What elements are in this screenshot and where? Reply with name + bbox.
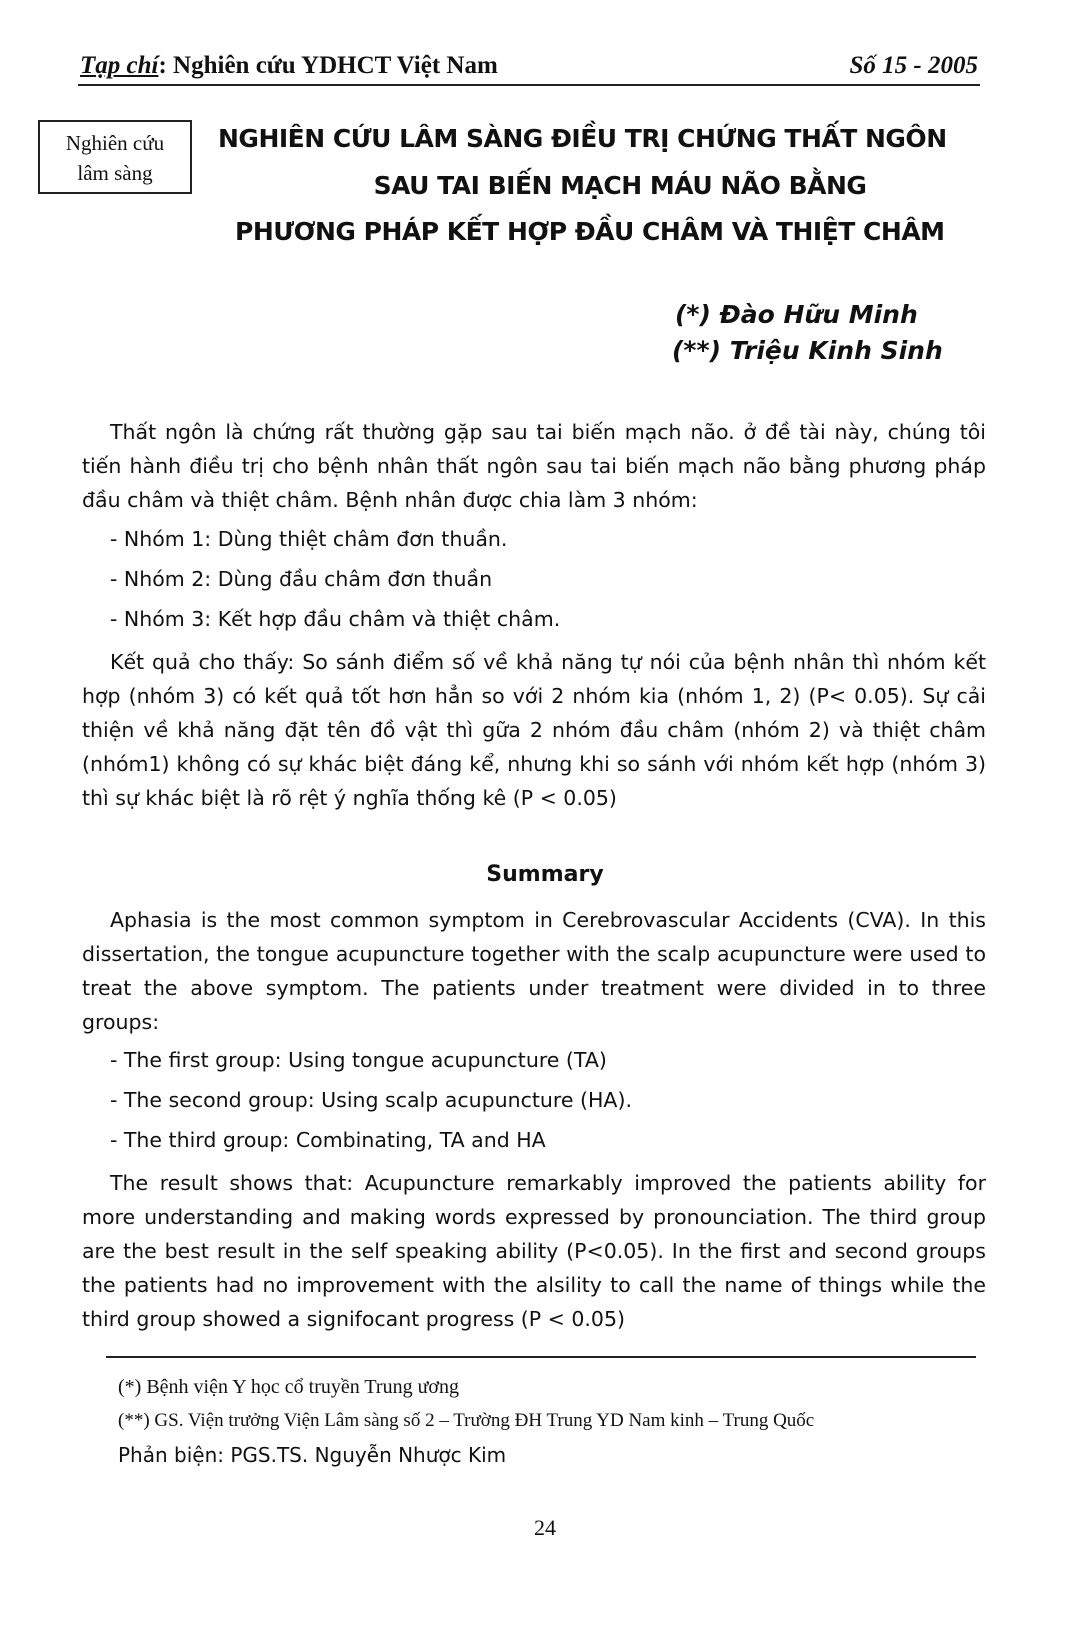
section-label-line2: lâm sàng xyxy=(77,161,153,185)
abstract-vi-intro: Thất ngôn là chứng rất thường gặp sau tai biến mạch não. ở đề tài này, chúng tôi tiến hành điều trị cho bệnh nhân thất ngôn sau tai biến mạch não bằng phương pháp đầu châm và thiệt châm. Bệnh nhân được chia làm 3 nhóm: xyxy=(82,420,986,512)
journal-title xyxy=(80,52,498,80)
abstract-vi-group-3: - Nhóm 3: Kết hợp đầu châm và thiệt châm. xyxy=(110,607,561,631)
title-line-3: PHƯƠNG PHÁP KẾT HỢP ĐẦU CHÂM VÀ THIỆT CHÂM xyxy=(235,217,945,246)
title-line-2: SAU TAI BIẾN MẠCH MÁU NÃO BẰNG xyxy=(373,171,867,200)
abstract-vi-result: Kết quả cho thấy: So sánh điểm số về khả năng tự nói của bệnh nhân thì nhóm kết hợp (nhóm 3) có kết quả tốt hơn hẳn so với 2 nhóm kia (nhóm 1, 2) (P< 0.05). Sự cải thiện về khả năng đặt tên đồ vật thì gữa 2 nhóm đầu châm (nhóm 2) và thiệt châm (nhóm1) không có sự khác biệt đáng kể, nhưng khi so sánh với nhóm kết hợp (nhóm 3) thì sự khác biệt là rõ rệt ý nghĩa thống kê (P < 0.05) xyxy=(82,650,986,810)
summary-group-3: - The third group: Combinating, TA and HA xyxy=(110,1128,546,1152)
journal-name: : Nghiên cứu YDHCT Việt Nam xyxy=(158,52,498,79)
issue-number: Số 15 - 2005 xyxy=(849,52,978,79)
journal-prefix: Tạp chí xyxy=(80,52,159,79)
footnote-rule xyxy=(106,1356,976,1358)
author-1: (*) Đào Hữu Minh xyxy=(675,300,918,329)
author-2: (**) Triệu Kinh Sinh xyxy=(672,336,943,365)
page-number: 24 xyxy=(534,1515,556,1540)
footnote-1: (*) Bệnh viện Y học cổ truyền Trung ương xyxy=(118,1376,460,1398)
summary-result: The result shows that: Acupuncture remarkably improved the patients ability for more understanding and making words expressed by pronounciation. The third group are the best result in the self speaking ability (P<0.05). In the first and second groups the patients had no improvement with the alsility to call the name of things while the third group showed a signifocant progress (P < 0.05) xyxy=(82,1171,986,1331)
summary-group-1: - The first group: Using tongue acupuncture (TA) xyxy=(110,1048,607,1072)
header-rule xyxy=(78,84,980,86)
summary-intro: Aphasia is the most common symptom in Cerebrovascular Accidents (CVA). In this dissertation, the tongue acupuncture together with the scalp acupuncture were used to treat the above symptom. The patients under treatment were divided in to three groups: xyxy=(82,908,986,1034)
summary-heading: Summary xyxy=(486,862,604,887)
title-line-1: NGHIÊN CỨU LÂM SÀNG ĐIỀU TRỊ CHỨNG THẤT NGÔN xyxy=(218,124,947,153)
footnote-2: (**) GS. Viện trưởng Viện Lâm sàng số 2 – Trường ĐH Trung YD Nam kinh – Trung Quốc xyxy=(118,1410,815,1431)
abstract-vi-group-2: - Nhóm 2: Dùng đầu châm đơn thuần xyxy=(110,567,493,591)
summary-group-2: - The second group: Using scalp acupuncture (HA). xyxy=(110,1088,632,1112)
abstract-vi-group-1: - Nhóm 1: Dùng thiệt châm đơn thuần. xyxy=(110,527,508,551)
section-label-line1: Nghiên cứu xyxy=(65,131,165,155)
reviewer-note: Phản biện: PGS.TS. Nguyễn Nhược Kim xyxy=(118,1443,507,1467)
